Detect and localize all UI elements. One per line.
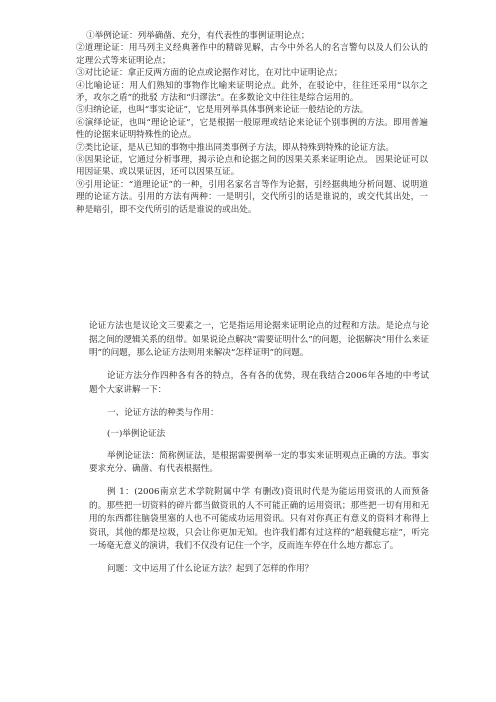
list-item: ⑦类比论证，是从已知的事物中推出同类事例子方法，即从特殊到特殊的论证方法。 [76, 142, 394, 153]
list-item: ③对比论证：拿正反两方面的论点或论据作对比，在对比中证明论点； [76, 68, 343, 79]
argument-methods-list [76, 30, 428, 216]
article-body [89, 320, 429, 586]
subsection-title: (一)举例论证法 [107, 429, 166, 439]
question-paragraph: 问题：文中运用了什么论证方法？起到了怎样的作用？ [107, 564, 314, 574]
list-item: ②道理论证：用马列主义经典著作中的精辟见解，古今中外名人的名言警句以及人们公认的定理公式等来证明论点； [76, 43, 428, 66]
list-item: ①举例论证：列举确凿、充分，有代表性的事例证明论点； [86, 31, 310, 41]
lead-paragraph: 论证方法分作四种各有各的特点，各有各的优势，现在我结合2006年各地的中考试题个大家讲解一下： [89, 371, 429, 395]
list-item: ⑧因果论证，它通过分析事理，揭示论点和论据之间的因果关系来证明论点。 因果论证可以用因证果、或以果证因，还可以因果互证。 [76, 155, 428, 178]
definition-paragraph: 举例论证法：简称例证法，是根据需要例举一定的事实来证明观点正确的方法。事实要求充分、确凿、有代表根据性。 [89, 450, 429, 474]
example-paragraph: 例 1：(2006南京艺术学院附属中学 有删改)资讯时代是为能运用资讯的人而预备的。那些把一切资料的碎片都当做资讯的人不可能正确的运用资讯；那些把一切有用和无用的东西都往脑袋里塞的人也不可能成功运用资讯。只有对你真正有意义的资料才称得上资讯，其他的都是垃圾，只会让你更加无知。也许我们都有过这样的“超载健忘症”，听完一场毫无意义的演讲，我们不仅没有记住一个字，反而连车停在什么地方都忘了。 [89, 487, 429, 551]
intro-paragraph: 论证方法也是议论文三要素之一，它是指运用论据来证明论点的过程和方法。是论点与论据之间的逻辑关系的纽带。如果说论点解决“需要证明什么”的问题，论据解决“用什么来证明”的问题，那么论证方法则用来解决“怎样证明”的问题。 [89, 321, 429, 358]
section-title: 一、论证方法的种类与作用： [107, 407, 219, 418]
list-item: ④比喻论证：用人们熟知的事物作比喻来证明论点。此外，在驳论中，往往还采用“以尔之矛，攻尔之盾”的批驳 方法和“归谬法”。在多数论文中往往是综合运用的。 [76, 80, 428, 104]
list-item: ⑥演绎论证，也叫“理论论证”，它是根据一般原理或结论来论证个别事例的方法。即用普遍性的论据来证明特殊性的论点。 [76, 117, 428, 141]
list-item: ⑨引用论证：“道理论证”的一种，引用名家名言等作为论据，引经据典地分析问题、说明道理的论证方法。引用的方法有两种：一是明引，交代所引的话是谁说的，或交代其出处，一种是暗引，即不交代所引的话是谁说的或出处。 [76, 179, 428, 215]
list-item: ⑤归纳论证，也叫“事实论证”，它是用列举具体事例来论证一般结论的方法。 [76, 105, 369, 116]
